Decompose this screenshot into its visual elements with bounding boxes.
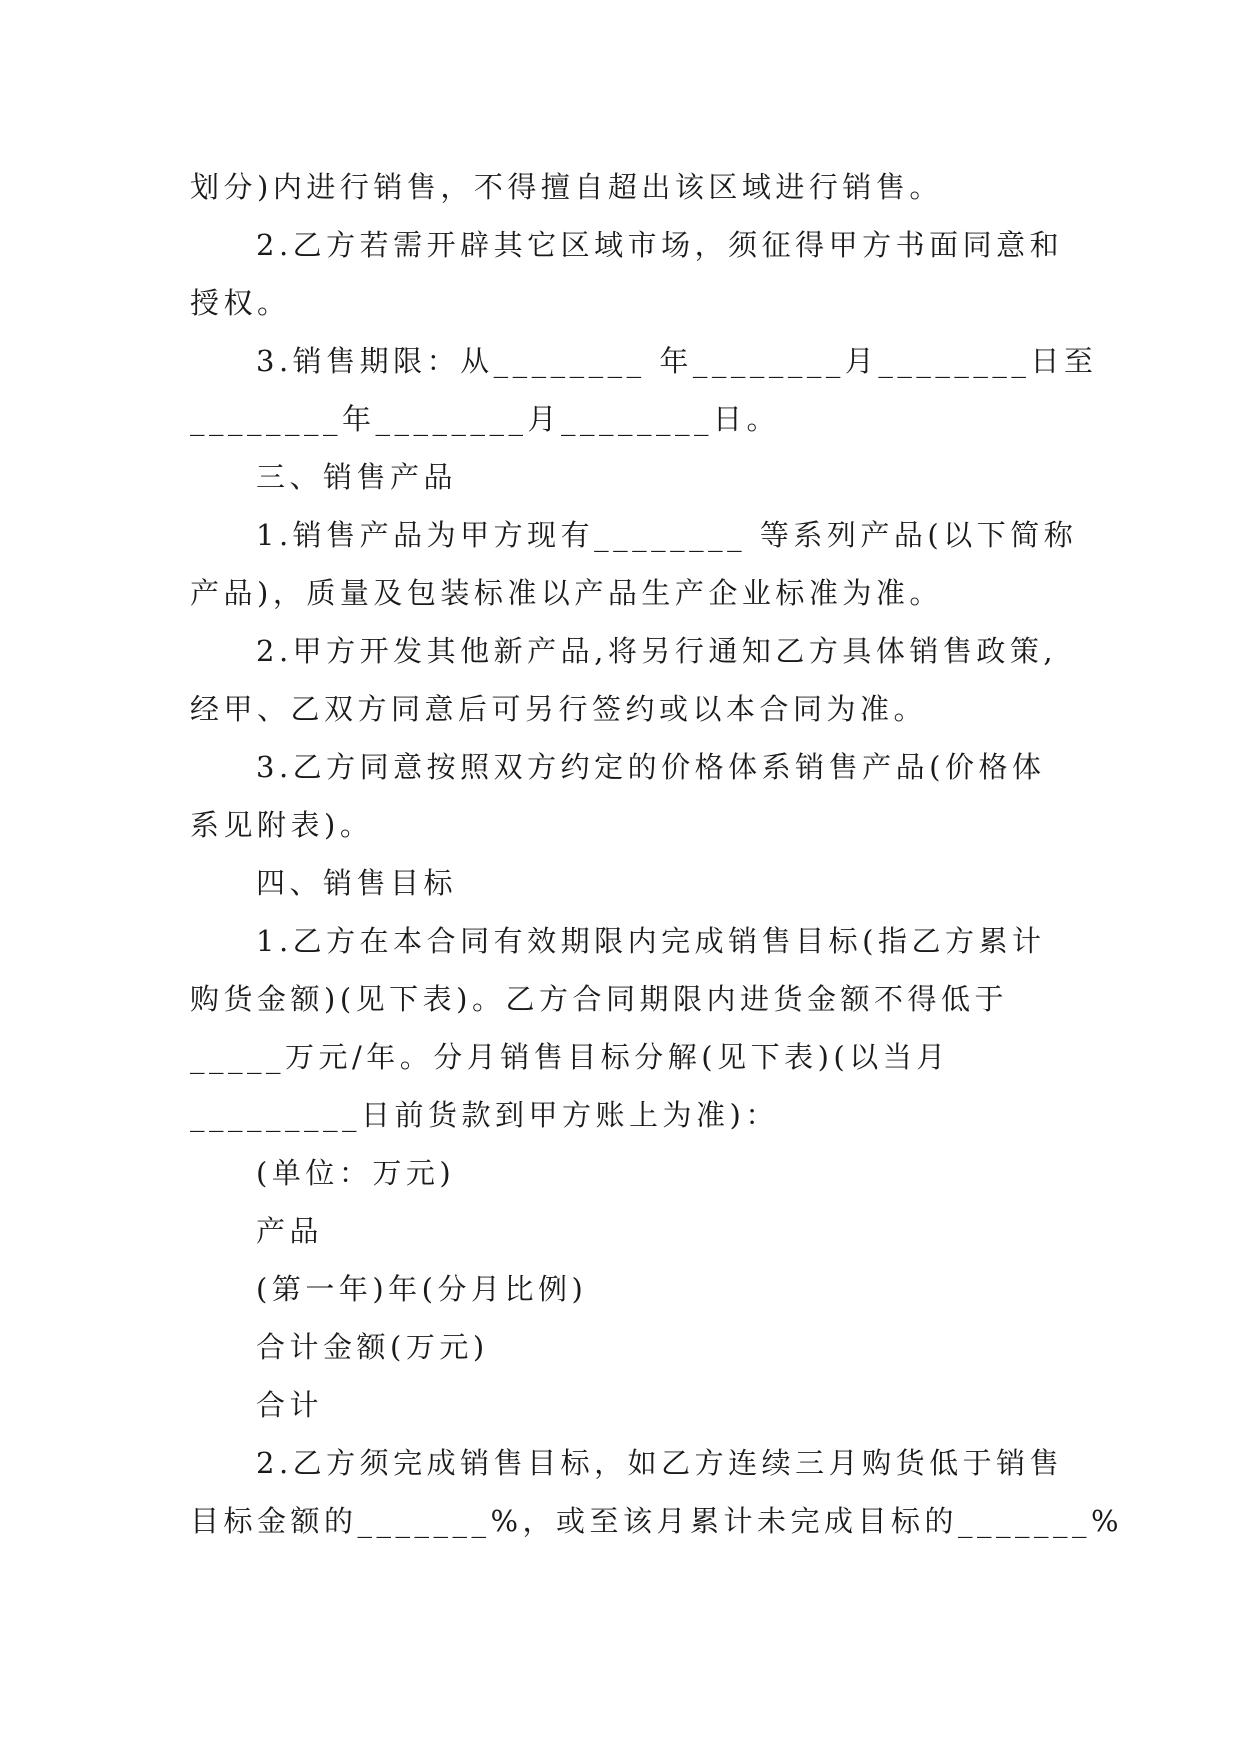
text-line: 产品 — [256, 1214, 324, 1248]
text-line: 合计 — [256, 1388, 324, 1422]
text-line: 授权。 — [190, 286, 291, 320]
text-line: 产品)，质量及包装标准以产品生产企业标准为准。 — [190, 576, 943, 610]
text-line: 四、销售目标 — [256, 866, 458, 900]
text-line: 2.乙方须完成销售目标，如乙方连续三月购货低于销售 — [256, 1446, 1064, 1480]
text-line: 1.乙方在本合同有效期限内完成销售目标(指乙方累计 — [256, 924, 1046, 958]
text-line: 经甲、乙双方同意后可另行签约或以本合同为准。 — [190, 692, 928, 726]
text-line: ________年________月________日。 — [190, 402, 781, 436]
text-line: (单位：万元) — [256, 1156, 456, 1190]
text-line: 购货金额)(见下表)。乙方合同期限内进货金额不得低于 — [190, 982, 1008, 1016]
text-line: 目标金额的_______%，或至该月累计未完成目标的_______% — [190, 1504, 1124, 1538]
text-line: _____万元/年。分月销售目标分解(见下表)(以当月 — [190, 1040, 950, 1074]
text-line: 3.乙方同意按照双方约定的价格体系销售产品(价格体 — [256, 750, 1046, 784]
text-line: 2.甲方开发其他新产品,将另行通知乙方具体销售政策, — [256, 634, 1058, 668]
text-line: _________日前货款到甲方账上为准)： — [190, 1098, 779, 1132]
text-line: 系见附表)。 — [190, 808, 374, 842]
text-line: 合计金额(万元) — [256, 1330, 489, 1364]
text-line: 划分)内进行销售，不得擅自超出该区域进行销售。 — [190, 170, 943, 204]
text-line: 2.乙方若需开辟其它区域市场，须征得甲方书面同意和 — [256, 228, 1064, 262]
text-line: 三、销售产品 — [256, 460, 458, 494]
text-line: 3.销售期限：从________ 年________月________日至 — [256, 344, 1098, 378]
text-line: 1.销售产品为甲方现有________ 等系列产品(以下简称 — [256, 518, 1078, 552]
text-line: (第一年)年(分月比例) — [256, 1272, 588, 1306]
contract-text-body — [190, 158, 1124, 1550]
